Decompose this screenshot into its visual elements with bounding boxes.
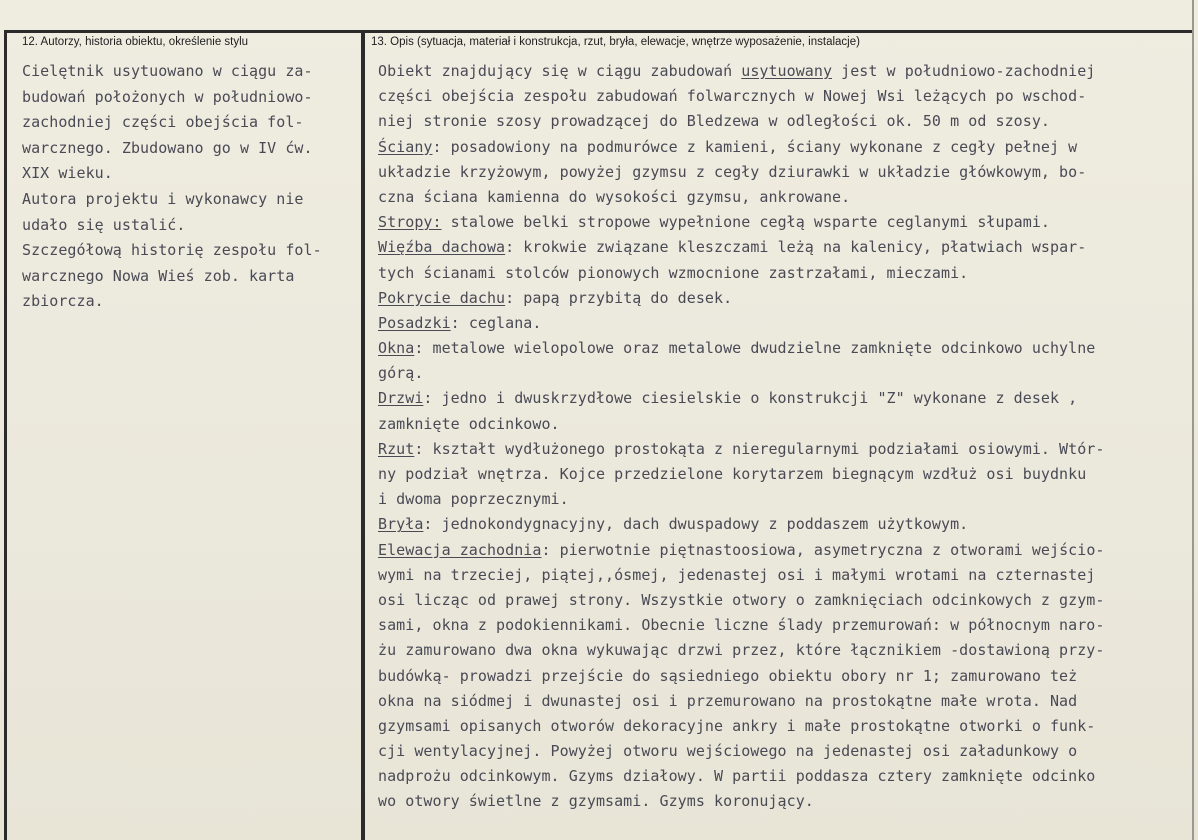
- subheading-label: Stropy:: [378, 213, 442, 232]
- section-13-line: [378, 613, 1188, 638]
- line-text: gzymsami opisanych otworów dekoracyjne ankry i małe prostokątne otworki o funk-: [378, 716, 1096, 735]
- line-text: : kształt wydłużonego prostokąta z nieregularnymi podziałami osiowymi. Wtór-: [414, 439, 1105, 458]
- line-text: układzie krzyżowym, powyżej gzymsu z cegły dziurawki w układzie główkowym, bo-: [378, 162, 1087, 181]
- section-13-line: [378, 386, 1188, 411]
- section-12-line: Autora projektu i wykonawcy nie: [22, 189, 304, 208]
- line-text: jest w południowo-zachodniej: [832, 62, 1096, 80]
- line-text: Obiekt znajdujący się w ciągu zabudowań: [378, 62, 742, 80]
- section-13-line: [378, 588, 1188, 613]
- subheading-label: Drzwi: [378, 389, 424, 408]
- column-divider: [361, 30, 365, 840]
- subheading-label: Więźba dachowa: [378, 238, 506, 257]
- subheading-label: Ściany: [378, 137, 433, 156]
- frame-left-rule: [4, 30, 7, 840]
- section-13-line: [378, 59, 1188, 84]
- section-13-line: [378, 563, 1188, 588]
- section-13-line: [378, 789, 1188, 814]
- line-text: : pierwotnie piętnastoosiowa, asymetryczna z otworami wejścio-: [541, 540, 1105, 559]
- section-13-line: [378, 185, 1188, 210]
- underlined-word: usytuowany: [741, 62, 833, 80]
- section-12-header: 12. Autorzy, historia obiektu, określenie stylu: [22, 36, 249, 48]
- subheading-label: Bryła: [378, 515, 424, 534]
- section-13-line: [378, 512, 1188, 537]
- line-text: zamknięte odcinkowo.: [378, 414, 560, 433]
- frame-right-edge: [1192, 0, 1194, 840]
- line-text: : jednokondygnacyjny, dach dwuspadowy z poddaszem użytkowym.: [423, 515, 969, 534]
- section-13-line: [378, 638, 1188, 663]
- section-12-text: [22, 59, 360, 315]
- section-13-text: [378, 59, 1188, 815]
- section-12-line: zbiorcza.: [22, 292, 104, 311]
- section-13-line: [378, 210, 1188, 235]
- section-13-line: [378, 84, 1188, 109]
- line-text: : posadowiony na podmurówce z kamieni, ściany wykonane z cegły pełnej w: [432, 137, 1078, 156]
- line-text: tych ścianami stolców pionowych wzmocnione zastrzałami, mieczami.: [378, 263, 969, 282]
- section-13-line: [378, 764, 1188, 789]
- line-text: okna na siódmej i dwunastej osi i przemurowano na prostokątne małe wrota. Nad: [378, 691, 1078, 710]
- section-13-line: [378, 538, 1188, 563]
- line-text: : metalowe wielopolowe oraz metalowe dwudzielne zamknięte odcinkowo uchylne: [414, 339, 1096, 358]
- section-13-line: [378, 664, 1188, 689]
- section-13-line: [378, 135, 1188, 160]
- section-12-line: XIX wieku.: [22, 164, 113, 183]
- line-text: osi licząc od prawej strony. Wszystkie otwory o zamknięciach odcinkowych z gzym-: [378, 590, 1105, 609]
- section-12-line: zachodniej części obejścia fol-: [22, 113, 304, 132]
- line-text: i dwoma poprzecznymi.: [378, 490, 569, 509]
- subheading-label: Elewacja zachodnia: [378, 540, 542, 559]
- section-13-line: [378, 235, 1188, 260]
- section-13-line: [378, 109, 1188, 134]
- section-12-line: warcznego Nowa Wieś zob. karta: [22, 266, 295, 285]
- section-13-line: [378, 261, 1188, 286]
- section-13-line: [378, 714, 1188, 739]
- subheading-label: Okna: [378, 339, 415, 358]
- subheading-label: Pokrycie dachu: [378, 288, 506, 307]
- line-text: sami, okna z podokiennikami. Obecnie liczne ślady przemurowań: w północnym naro-: [378, 616, 1105, 635]
- line-text: : jedno i dwuskrzydłowe ciesielskie o konstrukcji "Z" wykonane z desek ,: [423, 389, 1078, 408]
- section-13-line: [378, 412, 1188, 437]
- section-12-line: Cielętnik usytuowano w ciągu za-: [22, 62, 313, 80]
- section-12-line: warcznego. Zbudowano go w IV ćw.: [22, 138, 313, 157]
- section-13-line: [378, 160, 1188, 185]
- subheading-label: Rzut: [378, 439, 415, 458]
- section-12-line: Szczegółową historię zespołu fol-: [22, 241, 322, 260]
- section-13-line: [378, 462, 1188, 487]
- line-text: niej stronie szosy prowadzącej do Bledzewa w odległości ok. 50 m od szosy.: [378, 112, 1050, 131]
- section-13-line: [378, 311, 1188, 336]
- line-text: wo otwory świetlne z gzymsami. Gzyms koronujący.: [378, 792, 814, 811]
- line-text: cji wentylacyjnej. Powyżej otworu wejściowego na jedenastej osi załadunkowy o: [378, 742, 1078, 761]
- section-13-line: [378, 739, 1188, 764]
- line-text: czna ściana kamienna do wysokości gzymsu, ankrowane.: [378, 187, 851, 206]
- line-text: części obejścia zespołu zabudowań folwarcznych w Nowej Wsi leżących po wschod-: [378, 87, 1087, 106]
- section-12-line: udało się ustalić.: [22, 215, 186, 234]
- line-text: górą.: [378, 364, 424, 383]
- line-text: : krokwie związane kleszczami leżą na kalenicy, płatwiach wspar-: [505, 238, 1087, 257]
- section-13-line: [378, 286, 1188, 311]
- line-text: : ceglana.: [450, 313, 542, 332]
- frame-top-rule: [4, 30, 1192, 33]
- section-13-line: [378, 336, 1188, 361]
- line-text: żu zamurowano dwa okna wykuwając drzwi przez, które łącznikiem -dostawioną przy-: [378, 641, 1105, 660]
- section-13-line: [378, 487, 1188, 512]
- section-13-line: [378, 361, 1188, 386]
- line-text: stalowe belki stropowe wypełnione cegłą wsparte ceglanymi słupami.: [441, 213, 1050, 232]
- section-13-header: 13. Opis (sytuacja, materiał i konstrukcja, rzut, bryła, elewacje, wnętrze wyposażenie, instalacje): [371, 36, 860, 48]
- line-text: ny podział wnętrza. Kojce przedzielone korytarzem biegnącym wzdłuż osi buydnku: [378, 465, 1087, 483]
- section-13-line: [378, 689, 1188, 714]
- subheading-label: Posadzki: [378, 313, 451, 332]
- section-13-line: [378, 437, 1188, 462]
- line-text: nadprożu odcinkowym. Gzyms działowy. W partii poddasza cztery zamknięte odcinko: [378, 767, 1096, 786]
- line-text: wymi na trzeciej, piątej,,ósmej, jedenastej osi i małymi wrotami na czternastej: [378, 565, 1096, 584]
- line-text: : papą przybitą do desek.: [505, 288, 733, 307]
- line-text: budówką- prowadzi przejście do sąsiedniego obiektu obory nr 1; zamurowano też: [378, 666, 1078, 685]
- section-12-line: budowań położonych w południowo-: [22, 87, 313, 106]
